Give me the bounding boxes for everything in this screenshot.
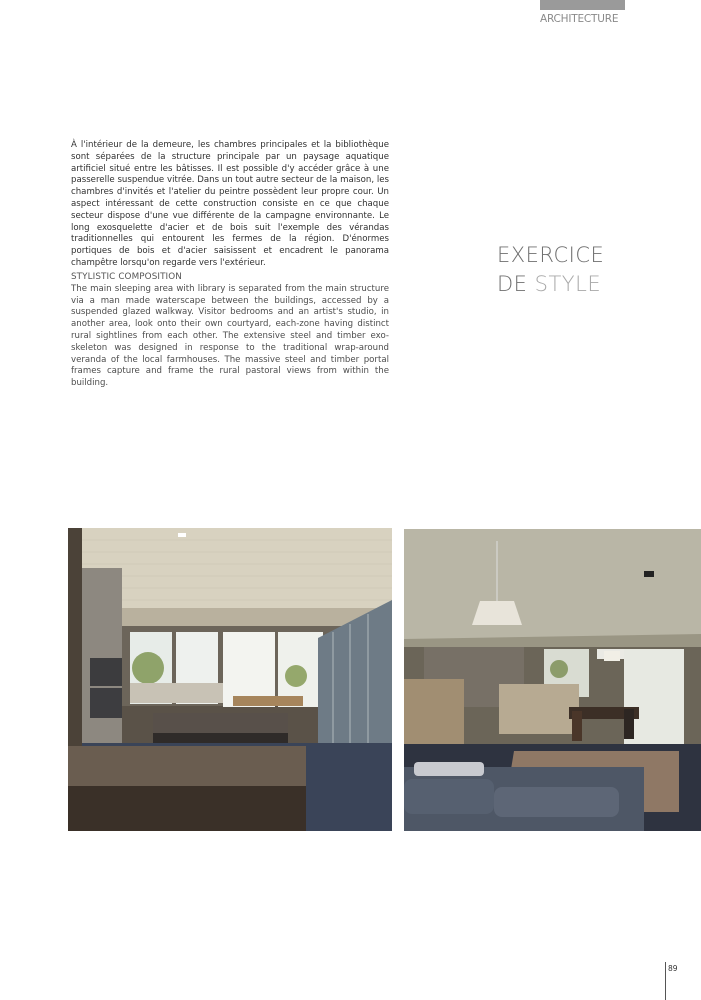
english-section xyxy=(71,272,389,390)
section-header-bar xyxy=(540,0,625,10)
photo-kitchen xyxy=(68,528,392,831)
article-title xyxy=(497,241,604,299)
title-line-2 xyxy=(497,270,604,299)
living-photo-illustration xyxy=(404,529,701,831)
page-number: 89 xyxy=(668,964,678,973)
kitchen-photo-illustration xyxy=(68,528,392,831)
title-word-de: DE xyxy=(497,272,528,296)
english-paragraph: The main sleeping area with library is separated from the main structure via a man made waterscape between the buildings, accessed by a suspended glazed walkway. Visitor bedrooms and an artist's studio, in another area, look onto their own courtyard, each-zone having distinct rural sightlines from each other. The extensive steel and timber exo-skeleton was designed in response to the traditional wrap-around veranda of the local farmhouses. The massive steel and timber portal frames capture and frame the rural pastoral views from within the building. xyxy=(71,283,389,389)
english-heading: STYLISTIC COMPOSITION xyxy=(71,272,182,282)
title-word-style: STYLE xyxy=(534,272,602,296)
page-number-rule xyxy=(665,962,666,1000)
title-line-1: EXERCICE xyxy=(497,243,605,267)
section-label: ARCHITECTURE xyxy=(540,13,619,25)
photo-living-room xyxy=(404,529,701,831)
french-paragraph: À l'intérieur de la demeure, les chambres principales et la bibliothèque sont séparées de la structure principale par un paysage aquatique artificiel situé entre les bâtisses. Il est possible d'y accéder grâce à une passerelle suspendue vitrée. Dans un tout autre secteur de la maison, les chambres d'invités et l'atelier du peintre possèdent leur propre cour. Un aspect intéressant de cette construction consiste en ce que chaque secteur dispose d'une vue différente de la campagne environnante. Le long exosquelette d'acier et de bois suit l'exemple des vérandas traditionnelles qui entourent les fermes de la région. D'énormes portiques de bois et d'acier saisissent et encadrent le panorama champêtre lorsqu'on regarde vers l'extérieur. xyxy=(71,140,389,268)
